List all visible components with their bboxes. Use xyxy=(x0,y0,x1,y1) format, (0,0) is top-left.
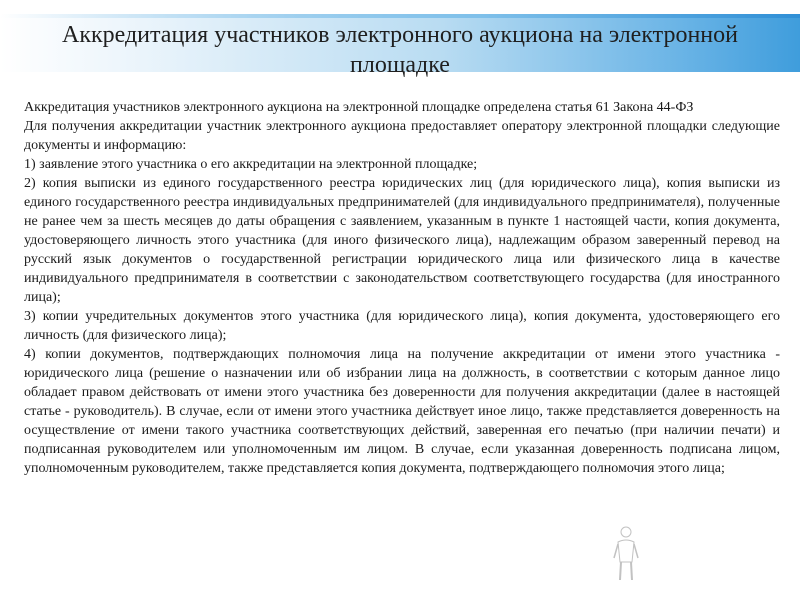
slide-body xyxy=(24,98,780,598)
body-paragraph-intro: Аккредитация участников электронного аукциона на электронной площадке определена статья 61 Закона 44-ФЗ xyxy=(24,100,694,115)
body-paragraph-requirements: Для получения аккредитации участник электронного аукциона предоставляет оператору электронной площадки следующие документы и информацию: xyxy=(24,119,780,153)
list-item-1: 1) заявление этого участника о его аккредитации на электронной площадке; xyxy=(24,157,478,172)
list-item-3: 3) копии учредительных документов этого участника (для юридического лица), копия документа, удостоверяющего его личность (для физического лица); xyxy=(24,309,780,343)
slide-title: Аккредитация участников электронного аукциона на электронной площадке xyxy=(61,22,738,78)
list-item-4: 4) копии документов, подтверждающих полномочия лица на получение аккредитации от имени этого участника - юридического лица (решение о назначении или об избрании лица на должность, в соответствии с которым данное лицо обладает правом действовать от имени этого участника без доверенности для получения аккредитации (далее в настоящей статье - руководитель). В случае, если от имени этого участника действует иное лицо, также представляется доверенность на осуществление от имени такого участника соответствующих действий, заверенная его печатью (при наличии печати) и подписанная руководителем или уполномоченным им лицом. В случае, если указанная доверенность подписана лицом, уполномоченным руководителем, также представляется копия документа, подтверждающего полномочия этого лица; xyxy=(24,347,780,476)
watermark-figure-icon xyxy=(612,524,640,584)
title-band-accent xyxy=(0,14,800,18)
list-item-2: 2) копия выписки из единого государственного реестра юридических лиц (для юридического лица), копия выписки из единого государственного реестра индивидуальных предпринимателей (для индивидуального предпринимателя), полученные не ранее чем за шесть месяцев до даты обращения с заявлением, указанным в пункте 1 настоящей части, копия документа, удостоверяющего личность этого участника (для иного физического лица), надлежащим образом заверенный перевод на русский язык документов о государственной регистрации юридического лица или физического лица в качестве индивидуального предпринимателя в соответствии с законодательством соответствующего государства (для иностранного лица); xyxy=(24,176,780,305)
